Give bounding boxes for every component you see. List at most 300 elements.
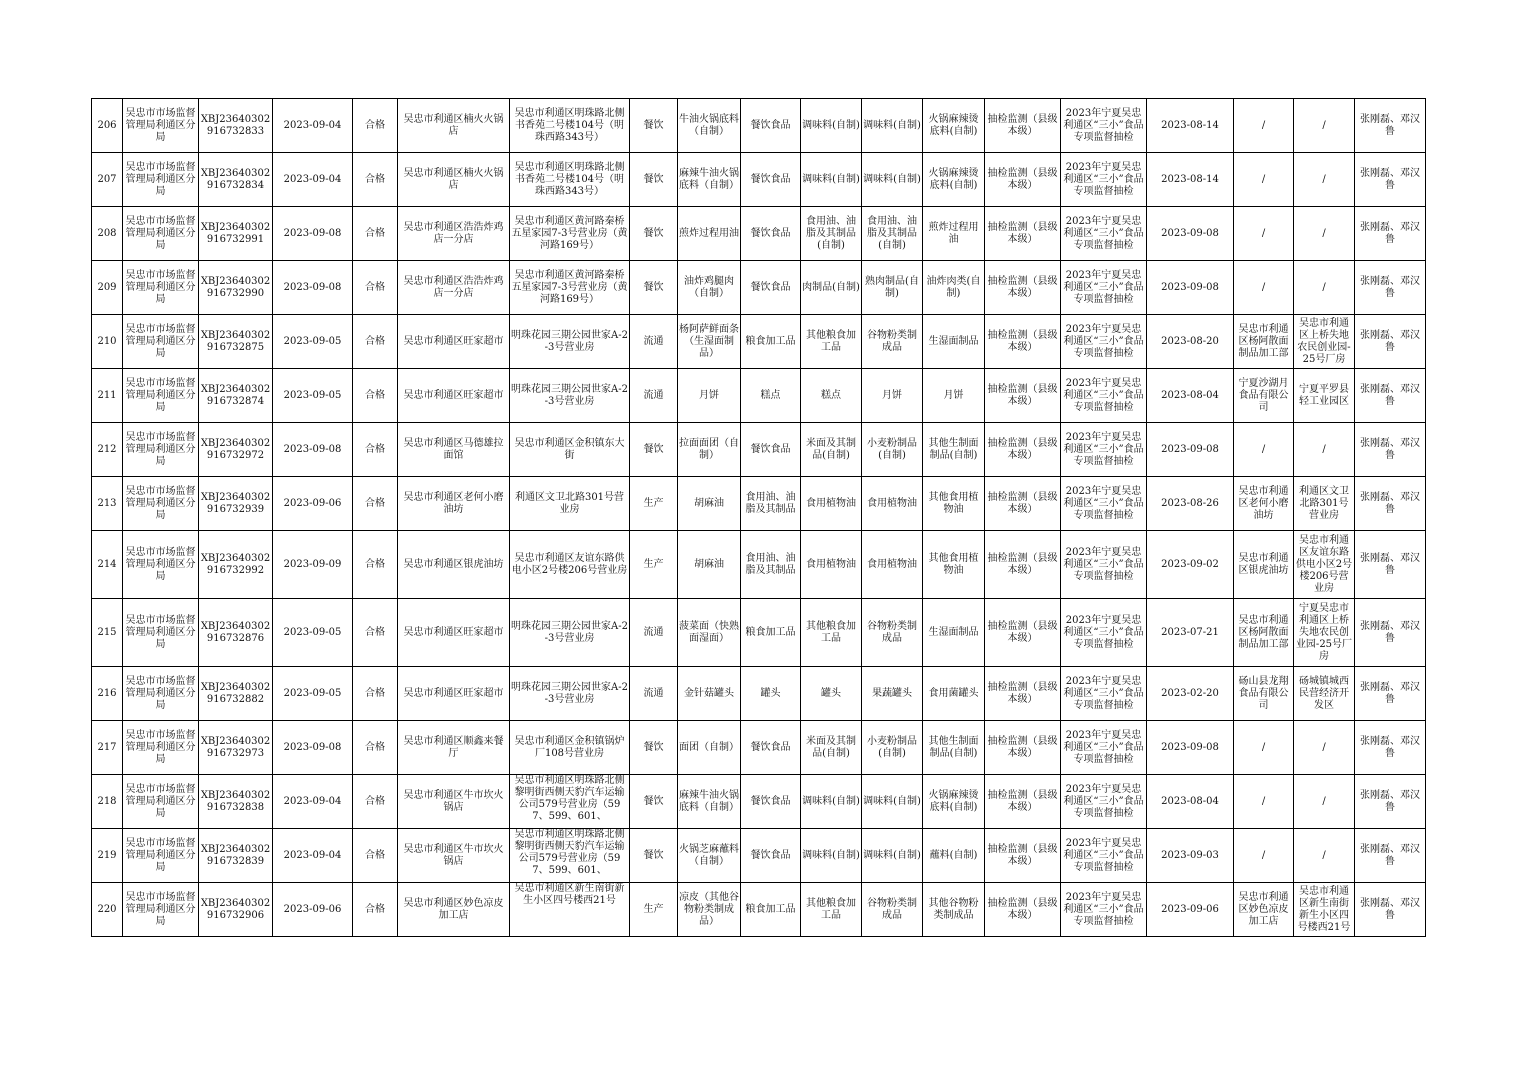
food-name-cell: 油炸鸡腿肉（自制） [678, 261, 741, 315]
manufacturer-address-cell: 宁夏平罗县轻工业园区 [1294, 369, 1355, 423]
category-1-cell: 餐饮食品 [741, 721, 801, 775]
production-date-cell: 2023-09-08 [1147, 721, 1234, 775]
category-1-cell: 粮食加工品 [741, 883, 801, 937]
manufacturer-address-cell: / [1294, 207, 1355, 261]
result-cell: 合格 [353, 775, 398, 829]
plan-name-cell: 2023年宁夏吴忠利通区“三小”食品专项监督抽检 [1061, 721, 1147, 775]
result-cell: 合格 [353, 99, 398, 153]
task-source-cell: 抽检监测（县级本级） [985, 369, 1061, 423]
category-2-cell: 其他粮食加工品 [801, 315, 862, 369]
category-2-cell: 调味料(自制) [801, 153, 862, 207]
manufacturer-address-cell: 宁夏吴忠市利通区上桥失地农民创业园-25号厂房 [1294, 599, 1355, 667]
stage-cell: 餐饮 [630, 423, 678, 477]
production-date-cell: 2023-08-26 [1147, 477, 1234, 531]
manufacturer-address-cell: / [1294, 261, 1355, 315]
manufacturer-cell: 吴忠市利通区银虎油坊 [1234, 531, 1294, 599]
sample-code-cell: XBJ23640302916732833 [199, 99, 273, 153]
row-number-cell: 217 [92, 721, 123, 775]
sampled-unit-address-cell: 吴忠市利通区新生南街新生小区四号楼西21号 [510, 883, 630, 937]
sampling-date-cell: 2023-09-04 [273, 829, 353, 883]
sample-code-cell: XBJ23640302916732882 [199, 667, 273, 721]
result-cell: 合格 [353, 531, 398, 599]
food-name-cell: 菠菜面（快熟面湿面） [678, 599, 741, 667]
category-4-cell: 生湿面制品 [923, 315, 985, 369]
sampled-unit-cell: 吴忠市利通区马德雄拉面馆 [398, 423, 510, 477]
category-1-cell: 餐饮食品 [741, 207, 801, 261]
category-1-cell: 粮食加工品 [741, 315, 801, 369]
samplers-cell: 张刚磊、邓汉鲁 [1355, 477, 1426, 531]
sampled-unit-address-cell: 明珠花园三期公园世家A-2-3号营业房 [510, 599, 630, 667]
category-3-cell: 谷物粉类制成品 [862, 883, 923, 937]
manufacturer-address-cell: / [1294, 721, 1355, 775]
food-name-cell: 牛油火锅底料（自制） [678, 99, 741, 153]
category-4-cell: 火锅麻辣烫底料(自制) [923, 775, 985, 829]
sample-code-cell: XBJ23640302916732874 [199, 369, 273, 423]
manufacturer-cell: / [1234, 153, 1294, 207]
food-name-cell: 火锅芝麻蘸料（自制） [678, 829, 741, 883]
plan-name-cell: 2023年宁夏吴忠利通区“三小”食品专项监督抽检 [1061, 477, 1147, 531]
food-name-cell: 月饼 [678, 369, 741, 423]
category-1-cell: 餐饮食品 [741, 261, 801, 315]
result-cell: 合格 [353, 667, 398, 721]
food-name-cell: 杨阿萨鲜面条（生湿面制品） [678, 315, 741, 369]
category-1-cell: 餐饮食品 [741, 829, 801, 883]
plan-name-cell: 2023年宁夏吴忠利通区“三小”食品专项监督抽检 [1061, 369, 1147, 423]
category-2-cell: 罐头 [801, 667, 862, 721]
sampled-unit-cell: 吴忠市利通区浩浩炸鸡店一分店 [398, 207, 510, 261]
category-3-cell: 小麦粉制品(自制) [862, 721, 923, 775]
manufacturer-cell: / [1234, 829, 1294, 883]
result-cell: 合格 [353, 315, 398, 369]
samplers-cell: 张刚磊、邓汉鲁 [1355, 261, 1426, 315]
stage-cell: 流通 [630, 315, 678, 369]
manufacturer-cell: / [1234, 207, 1294, 261]
category-4-cell: 其他食用植物油 [923, 477, 985, 531]
sample-code-cell: XBJ23640302916732990 [199, 261, 273, 315]
sample-code-cell: XBJ23640302916732973 [199, 721, 273, 775]
category-1-cell: 餐饮食品 [741, 775, 801, 829]
category-3-cell: 食用植物油 [862, 531, 923, 599]
category-2-cell: 米面及其制品(自制) [801, 423, 862, 477]
category-2-cell: 糕点 [801, 369, 862, 423]
plan-name-cell: 2023年宁夏吴忠利通区“三小”食品专项监督抽检 [1061, 667, 1147, 721]
stage-cell: 餐饮 [630, 829, 678, 883]
category-2-cell: 食用油、油脂及其制品(自制) [801, 207, 862, 261]
sampling-date-cell: 2023-09-04 [273, 99, 353, 153]
table-row [92, 829, 1426, 883]
sampled-unit-address-cell: 吴忠市利通区明珠路北侧黎明街西侧天豹汽车运输公司579号营业房（597、599、601、 [510, 775, 630, 829]
task-source-cell: 抽检监测（县级本级） [985, 207, 1061, 261]
sampling-agency-cell: 吴忠市市场监督管理局利通区分局 [123, 531, 199, 599]
table-row [92, 207, 1426, 261]
sampled-unit-cell: 吴忠市利通区旺家超市 [398, 599, 510, 667]
sampled-unit-cell: 吴忠市利通区牛市坎火锅店 [398, 775, 510, 829]
manufacturer-cell: 吴忠市利通区杨阿散面制品加工部 [1234, 315, 1294, 369]
category-4-cell: 蘸料(自制) [923, 829, 985, 883]
sample-code-cell: XBJ23640302916732939 [199, 477, 273, 531]
manufacturer-cell: 宁夏沙湖月食品有限公司 [1234, 369, 1294, 423]
category-3-cell: 食用油、油脂及其制品(自制) [862, 207, 923, 261]
sampled-unit-cell: 吴忠市利通区旺家超市 [398, 369, 510, 423]
manufacturer-address-cell: / [1294, 829, 1355, 883]
food-name-cell: 胡麻油 [678, 531, 741, 599]
table-row [92, 153, 1426, 207]
sampled-unit-address-cell: 吴忠市利通区黄河路秦桥五星家园7-3号营业房（黄河路169号） [510, 207, 630, 261]
sampling-agency-cell: 吴忠市市场监督管理局利通区分局 [123, 721, 199, 775]
production-date-cell: 2023-08-14 [1147, 153, 1234, 207]
stage-cell: 餐饮 [630, 721, 678, 775]
row-number-cell: 215 [92, 599, 123, 667]
sampled-unit-cell: 吴忠市利通区旺家超市 [398, 667, 510, 721]
sampled-unit-address-cell: 吴忠市利通区黄河路秦桥五星家园7-3号营业房（黄河路169号） [510, 261, 630, 315]
sampling-date-cell: 2023-09-08 [273, 207, 353, 261]
category-3-cell: 月饼 [862, 369, 923, 423]
result-cell: 合格 [353, 369, 398, 423]
category-4-cell: 其他生制面制品(自制) [923, 423, 985, 477]
category-1-cell: 糕点 [741, 369, 801, 423]
sampled-unit-address-cell: 明珠花园三期公园世家A-2-3号营业房 [510, 667, 630, 721]
manufacturer-address-cell: 吴忠市利通区上桥失地农民创业园-25号厂房 [1294, 315, 1355, 369]
sampled-unit-address-cell: 明珠花园三期公园世家A-2-3号营业房 [510, 369, 630, 423]
sampling-date-cell: 2023-09-08 [273, 423, 353, 477]
result-cell: 合格 [353, 829, 398, 883]
sampling-agency-cell: 吴忠市市场监督管理局利通区分局 [123, 315, 199, 369]
sample-code-cell: XBJ23640302916732839 [199, 829, 273, 883]
manufacturer-cell: 吴忠市利通区杨阿散面制品加工部 [1234, 599, 1294, 667]
plan-name-cell: 2023年宁夏吴忠利通区“三小”食品专项监督抽检 [1061, 829, 1147, 883]
category-3-cell: 熟肉制品(自制) [862, 261, 923, 315]
sampled-unit-address-cell: 吴忠市利通区明珠路北侧书香苑二号楼104号（明珠西路343号） [510, 99, 630, 153]
food-name-cell: 面团（自制） [678, 721, 741, 775]
category-1-cell: 食用油、油脂及其制品 [741, 477, 801, 531]
samplers-cell: 张刚磊、邓汉鲁 [1355, 775, 1426, 829]
production-date-cell: 2023-02-20 [1147, 667, 1234, 721]
sampling-agency-cell: 吴忠市市场监督管理局利通区分局 [123, 883, 199, 937]
table-row [92, 721, 1426, 775]
plan-name-cell: 2023年宁夏吴忠利通区“三小”食品专项监督抽检 [1061, 531, 1147, 599]
task-source-cell: 抽检监测（县级本级） [985, 423, 1061, 477]
category-2-cell: 食用植物油 [801, 477, 862, 531]
stage-cell: 餐饮 [630, 153, 678, 207]
sampling-date-cell: 2023-09-08 [273, 721, 353, 775]
sampling-date-cell: 2023-09-08 [273, 261, 353, 315]
sampled-unit-cell: 吴忠市利通区楠火火锅店 [398, 99, 510, 153]
manufacturer-address-cell: 吴忠市利通区友谊东路供电小区2号楼206号营业房 [1294, 531, 1355, 599]
sampling-agency-cell: 吴忠市市场监督管理局利通区分局 [123, 153, 199, 207]
food-name-cell: 煎炸过程用油 [678, 207, 741, 261]
sampling-agency-cell: 吴忠市市场监督管理局利通区分局 [123, 775, 199, 829]
sampled-unit-cell: 吴忠市利通区旺家超市 [398, 315, 510, 369]
samplers-cell: 张刚磊、邓汉鲁 [1355, 153, 1426, 207]
row-number-cell: 209 [92, 261, 123, 315]
sample-code-cell: XBJ23640302916732991 [199, 207, 273, 261]
food-name-cell: 拉面面团（自制） [678, 423, 741, 477]
production-date-cell: 2023-08-20 [1147, 315, 1234, 369]
sampling-date-cell: 2023-09-05 [273, 667, 353, 721]
sampled-unit-address-cell: 利通区文卫北路301号营业房 [510, 477, 630, 531]
samplers-cell: 张刚磊、邓汉鲁 [1355, 99, 1426, 153]
category-3-cell: 调味料(自制) [862, 829, 923, 883]
production-date-cell: 2023-08-14 [1147, 99, 1234, 153]
result-cell: 合格 [353, 721, 398, 775]
result-cell: 合格 [353, 261, 398, 315]
row-number-cell: 219 [92, 829, 123, 883]
result-cell: 合格 [353, 599, 398, 667]
category-1-cell: 食用油、油脂及其制品 [741, 531, 801, 599]
sampling-agency-cell: 吴忠市市场监督管理局利通区分局 [123, 423, 199, 477]
category-3-cell: 果蔬罐头 [862, 667, 923, 721]
category-3-cell: 调味料(自制) [862, 775, 923, 829]
task-source-cell: 抽检监测（县级本级） [985, 315, 1061, 369]
table-row [92, 369, 1426, 423]
sampled-unit-address-cell: 吴忠市利通区明珠路北侧书香苑二号楼104号（明珠西路343号） [510, 153, 630, 207]
table-row [92, 599, 1426, 667]
manufacturer-address-cell: / [1294, 153, 1355, 207]
category-3-cell: 小麦粉制品(自制) [862, 423, 923, 477]
task-source-cell: 抽检监测（县级本级） [985, 721, 1061, 775]
manufacturer-cell: 吴忠市利通区老何小磨油坊 [1234, 477, 1294, 531]
manufacturer-address-cell: / [1294, 775, 1355, 829]
task-source-cell: 抽检监测（县级本级） [985, 477, 1061, 531]
category-1-cell: 粮食加工品 [741, 599, 801, 667]
sampling-agency-cell: 吴忠市市场监督管理局利通区分局 [123, 599, 199, 667]
row-number-cell: 210 [92, 315, 123, 369]
sampling-agency-cell: 吴忠市市场监督管理局利通区分局 [123, 99, 199, 153]
task-source-cell: 抽检监测（县级本级） [985, 883, 1061, 937]
plan-name-cell: 2023年宁夏吴忠利通区“三小”食品专项监督抽检 [1061, 207, 1147, 261]
table-row [92, 99, 1426, 153]
sample-code-cell: XBJ23640302916732992 [199, 531, 273, 599]
table-row [92, 667, 1426, 721]
manufacturer-cell: 吴忠市利通区妙色凉皮加工店 [1234, 883, 1294, 937]
production-date-cell: 2023-09-03 [1147, 829, 1234, 883]
plan-name-cell: 2023年宁夏吴忠利通区“三小”食品专项监督抽检 [1061, 423, 1147, 477]
task-source-cell: 抽检监测（县级本级） [985, 599, 1061, 667]
category-1-cell: 餐饮食品 [741, 153, 801, 207]
task-source-cell: 抽检监测（县级本级） [985, 667, 1061, 721]
sampling-agency-cell: 吴忠市市场监督管理局利通区分局 [123, 667, 199, 721]
manufacturer-cell: 砀山县龙翔食品有限公司 [1234, 667, 1294, 721]
plan-name-cell: 2023年宁夏吴忠利通区“三小”食品专项监督抽检 [1061, 315, 1147, 369]
manufacturer-address-cell: 利通区文卫北路301号营业房 [1294, 477, 1355, 531]
row-number-cell: 208 [92, 207, 123, 261]
result-cell: 合格 [353, 477, 398, 531]
plan-name-cell: 2023年宁夏吴忠利通区“三小”食品专项监督抽检 [1061, 153, 1147, 207]
stage-cell: 生产 [630, 531, 678, 599]
sampling-date-cell: 2023-09-04 [273, 153, 353, 207]
category-4-cell: 火锅麻辣烫底料(自制) [923, 99, 985, 153]
task-source-cell: 抽检监测（县级本级） [985, 531, 1061, 599]
plan-name-cell: 2023年宁夏吴忠利通区“三小”食品专项监督抽检 [1061, 99, 1147, 153]
sampled-unit-cell: 吴忠市利通区银虎油坊 [398, 531, 510, 599]
manufacturer-cell: / [1234, 423, 1294, 477]
production-date-cell: 2023-09-06 [1147, 883, 1234, 937]
category-1-cell: 餐饮食品 [741, 423, 801, 477]
production-date-cell: 2023-09-08 [1147, 207, 1234, 261]
samplers-cell: 张刚磊、邓汉鲁 [1355, 667, 1426, 721]
sampled-unit-address-cell: 吴忠市利通区金积镇锅炉厂108号营业房 [510, 721, 630, 775]
sampling-agency-cell: 吴忠市市场监督管理局利通区分局 [123, 261, 199, 315]
manufacturer-address-cell: / [1294, 423, 1355, 477]
food-name-cell: 胡麻油 [678, 477, 741, 531]
category-1-cell: 餐饮食品 [741, 99, 801, 153]
row-number-cell: 216 [92, 667, 123, 721]
sampled-unit-cell: 吴忠市利通区顺鑫来餐厅 [398, 721, 510, 775]
samplers-cell: 张刚磊、邓汉鲁 [1355, 207, 1426, 261]
row-number-cell: 213 [92, 477, 123, 531]
stage-cell: 流通 [630, 599, 678, 667]
plan-name-cell: 2023年宁夏吴忠利通区“三小”食品专项监督抽检 [1061, 883, 1147, 937]
table-body [92, 99, 1426, 937]
category-3-cell: 谷物粉类制成品 [862, 315, 923, 369]
sampling-agency-cell: 吴忠市市场监督管理局利通区分局 [123, 477, 199, 531]
table-row [92, 883, 1426, 937]
food-name-cell: 麻辣牛油火锅底料（自制） [678, 153, 741, 207]
manufacturer-cell: / [1234, 775, 1294, 829]
result-cell: 合格 [353, 423, 398, 477]
task-source-cell: 抽检监测（县级本级） [985, 99, 1061, 153]
sampled-unit-cell: 吴忠市利通区老何小磨油坊 [398, 477, 510, 531]
table-row [92, 261, 1426, 315]
row-number-cell: 214 [92, 531, 123, 599]
category-2-cell: 肉制品(自制) [801, 261, 862, 315]
sampling-date-cell: 2023-09-06 [273, 477, 353, 531]
sampled-unit-cell: 吴忠市利通区牛市坎火锅店 [398, 829, 510, 883]
row-number-cell: 218 [92, 775, 123, 829]
food-name-cell: 凉皮（其他谷物粉类制成品） [678, 883, 741, 937]
manufacturer-address-cell: / [1294, 99, 1355, 153]
stage-cell: 流通 [630, 369, 678, 423]
sampled-unit-cell: 吴忠市利通区浩浩炸鸡店一分店 [398, 261, 510, 315]
category-2-cell: 调味料(自制) [801, 775, 862, 829]
samplers-cell: 张刚磊、邓汉鲁 [1355, 531, 1426, 599]
sample-code-cell: XBJ23640302916732876 [199, 599, 273, 667]
production-date-cell: 2023-08-04 [1147, 369, 1234, 423]
category-4-cell: 煎炸过程用油 [923, 207, 985, 261]
category-4-cell: 其他谷物粉类制成品 [923, 883, 985, 937]
stage-cell: 餐饮 [630, 261, 678, 315]
samplers-cell: 张刚磊、邓汉鲁 [1355, 829, 1426, 883]
manufacturer-address-cell: 吴忠市利通区新生南街新生小区四号楼西21号 [1294, 883, 1355, 937]
category-4-cell: 食用菌罐头 [923, 667, 985, 721]
sampling-date-cell: 2023-09-06 [273, 883, 353, 937]
food-name-cell: 麻辣牛油火锅底料（自制） [678, 775, 741, 829]
category-2-cell: 食用植物油 [801, 531, 862, 599]
stage-cell: 生产 [630, 477, 678, 531]
samplers-cell: 张刚磊、邓汉鲁 [1355, 315, 1426, 369]
task-source-cell: 抽检监测（县级本级） [985, 775, 1061, 829]
samplers-cell: 张刚磊、邓汉鲁 [1355, 423, 1426, 477]
samplers-cell: 张刚磊、邓汉鲁 [1355, 883, 1426, 937]
category-4-cell: 其他生制面制品(自制) [923, 721, 985, 775]
sample-code-cell: XBJ23640302916732838 [199, 775, 273, 829]
sampled-unit-address-cell: 明珠花园三期公园世家A-2-3号营业房 [510, 315, 630, 369]
sampling-agency-cell: 吴忠市市场监督管理局利通区分局 [123, 829, 199, 883]
stage-cell: 餐饮 [630, 207, 678, 261]
production-date-cell: 2023-07-21 [1147, 599, 1234, 667]
samplers-cell: 张刚磊、邓汉鲁 [1355, 721, 1426, 775]
category-3-cell: 食用植物油 [862, 477, 923, 531]
plan-name-cell: 2023年宁夏吴忠利通区“三小”食品专项监督抽检 [1061, 261, 1147, 315]
samplers-cell: 张刚磊、邓汉鲁 [1355, 599, 1426, 667]
sampled-unit-address-cell: 吴忠市利通区金积镇东大街 [510, 423, 630, 477]
sampling-agency-cell: 吴忠市市场监督管理局利通区分局 [123, 369, 199, 423]
sampling-date-cell: 2023-09-05 [273, 315, 353, 369]
sample-code-cell: XBJ23640302916732875 [199, 315, 273, 369]
category-4-cell: 其他食用植物油 [923, 531, 985, 599]
sampled-unit-address-cell: 吴忠市利通区明珠路北侧黎明街西侧天豹汽车运输公司579号营业房（597、599、601、 [510, 829, 630, 883]
manufacturer-cell: / [1234, 261, 1294, 315]
table-row [92, 315, 1426, 369]
sampled-unit-cell: 吴忠市利通区妙色凉皮加工店 [398, 883, 510, 937]
task-source-cell: 抽检监测（县级本级） [985, 261, 1061, 315]
manufacturer-cell: / [1234, 99, 1294, 153]
sampled-unit-address-cell: 吴忠市利通区友谊东路供电小区2号楼206号营业房 [510, 531, 630, 599]
samplers-cell: 张刚磊、邓汉鲁 [1355, 369, 1426, 423]
table-row [92, 775, 1426, 829]
category-2-cell: 米面及其制品(自制) [801, 721, 862, 775]
category-4-cell: 油炸肉类(自制) [923, 261, 985, 315]
category-4-cell: 火锅麻辣烫底料(自制) [923, 153, 985, 207]
row-number-cell: 220 [92, 883, 123, 937]
result-cell: 合格 [353, 207, 398, 261]
table-row [92, 423, 1426, 477]
sample-code-cell: XBJ23640302916732972 [199, 423, 273, 477]
sampling-date-cell: 2023-09-04 [273, 775, 353, 829]
sampling-results-table [91, 98, 1426, 937]
row-number-cell: 207 [92, 153, 123, 207]
category-1-cell: 罐头 [741, 667, 801, 721]
production-date-cell: 2023-08-04 [1147, 775, 1234, 829]
category-3-cell: 调味料(自制) [862, 153, 923, 207]
category-3-cell: 谷物粉类制成品 [862, 599, 923, 667]
manufacturer-cell: / [1234, 721, 1294, 775]
sampling-date-cell: 2023-09-05 [273, 369, 353, 423]
sampling-agency-cell: 吴忠市市场监督管理局利通区分局 [123, 207, 199, 261]
category-3-cell: 调味料(自制) [862, 99, 923, 153]
stage-cell: 餐饮 [630, 775, 678, 829]
row-number-cell: 206 [92, 99, 123, 153]
table-row [92, 477, 1426, 531]
sample-code-cell: XBJ23640302916732906 [199, 883, 273, 937]
sampling-date-cell: 2023-09-09 [273, 531, 353, 599]
row-number-cell: 211 [92, 369, 123, 423]
stage-cell: 流通 [630, 667, 678, 721]
stage-cell: 餐饮 [630, 99, 678, 153]
category-2-cell: 其他粮食加工品 [801, 599, 862, 667]
result-cell: 合格 [353, 153, 398, 207]
category-4-cell: 生湿面制品 [923, 599, 985, 667]
plan-name-cell: 2023年宁夏吴忠利通区“三小”食品专项监督抽检 [1061, 599, 1147, 667]
category-2-cell: 其他粮食加工品 [801, 883, 862, 937]
manufacturer-address-cell: 砀城镇城西民营经济开发区 [1294, 667, 1355, 721]
category-4-cell: 月饼 [923, 369, 985, 423]
production-date-cell: 2023-09-02 [1147, 531, 1234, 599]
production-date-cell: 2023-09-08 [1147, 423, 1234, 477]
sampling-date-cell: 2023-09-05 [273, 599, 353, 667]
sampled-unit-cell: 吴忠市利通区楠火火锅店 [398, 153, 510, 207]
task-source-cell: 抽检监测（县级本级） [985, 153, 1061, 207]
table-row [92, 531, 1426, 599]
production-date-cell: 2023-09-08 [1147, 261, 1234, 315]
result-cell: 合格 [353, 883, 398, 937]
task-source-cell: 抽检监测（县级本级） [985, 829, 1061, 883]
plan-name-cell: 2023年宁夏吴忠利通区“三小”食品专项监督抽检 [1061, 775, 1147, 829]
category-2-cell: 调味料(自制) [801, 99, 862, 153]
food-name-cell: 金针菇罐头 [678, 667, 741, 721]
row-number-cell: 212 [92, 423, 123, 477]
sample-code-cell: XBJ23640302916732834 [199, 153, 273, 207]
